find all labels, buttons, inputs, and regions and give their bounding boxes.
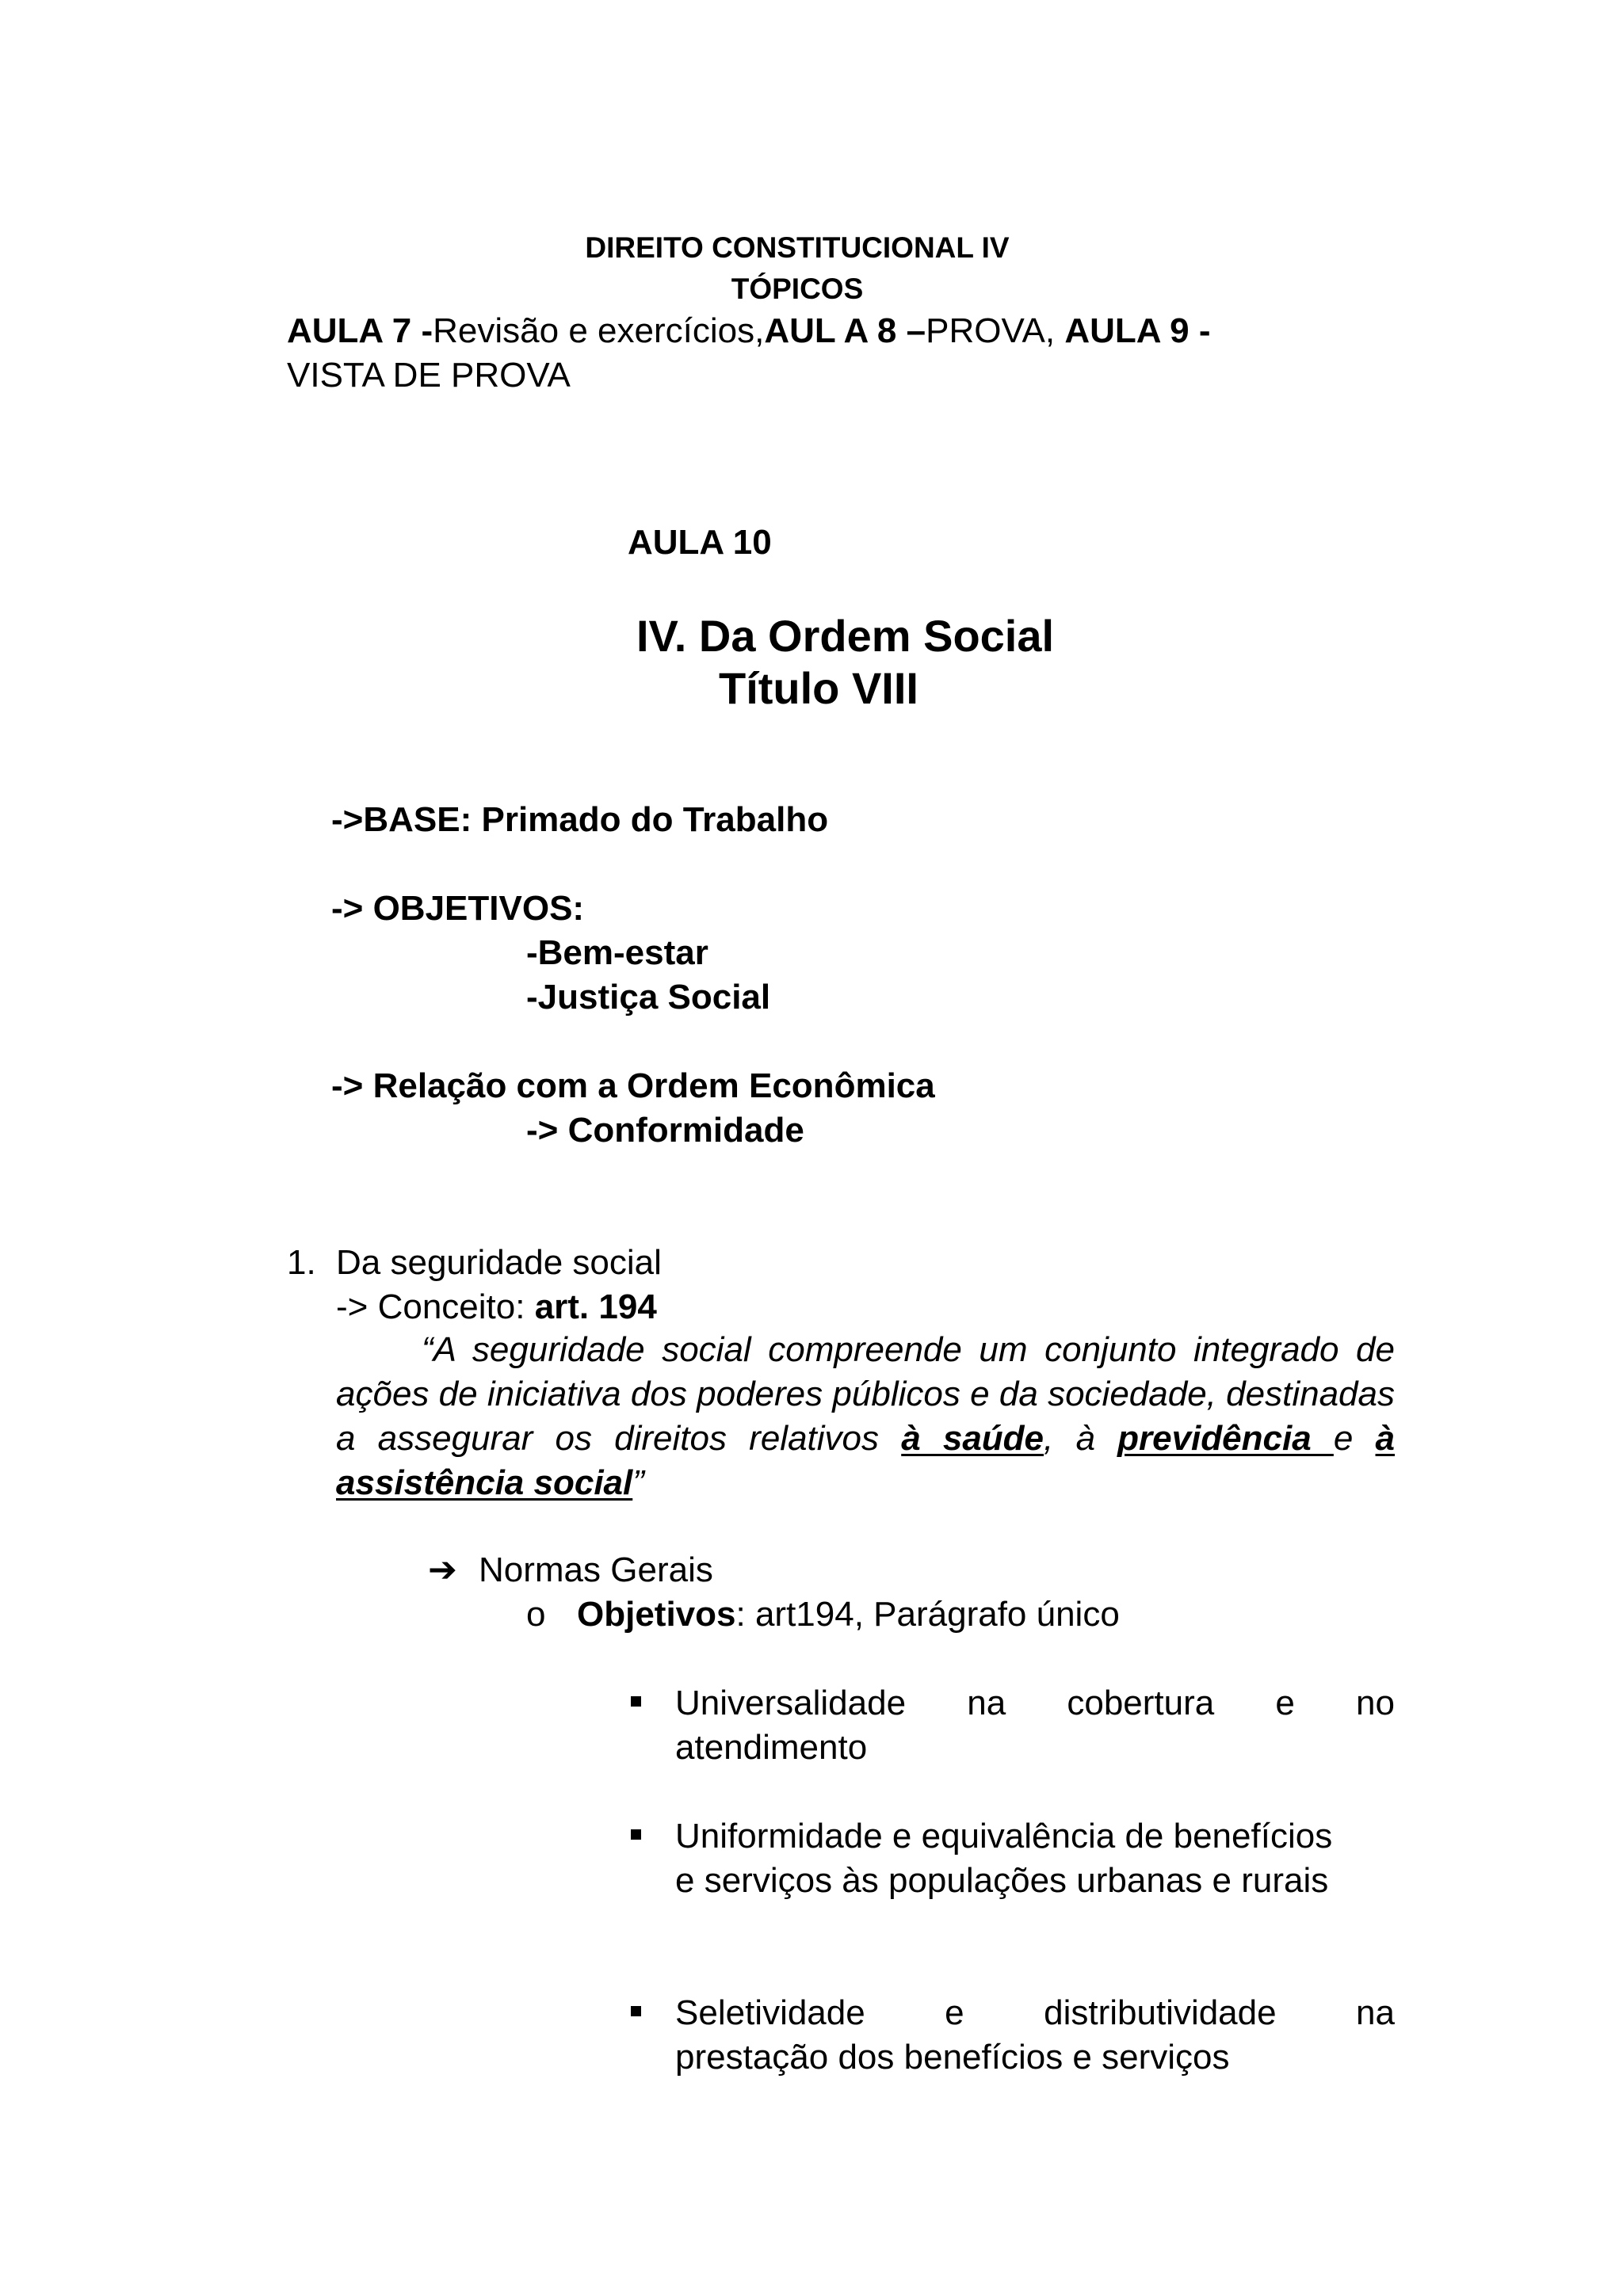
square-bullet-icon [631,2006,641,2016]
quote-assistencia: à assistência social [336,1419,1395,1502]
square-bullet-icon [631,1829,641,1840]
aula8-text: PROVA, [926,311,1056,350]
quote-saude: à saúde [901,1419,1044,1458]
item-line: Seletividade e distributividade na [675,1993,1395,2032]
objetivo-item: -Justiça Social [526,978,771,1016]
quote-text: ” [632,1463,644,1502]
aula8-label: AUL A 8 – [764,311,926,350]
conceito-line [336,1285,657,1329]
aula9-text: VISTA DE PROVA [287,356,571,395]
item-line: e serviços às populações urbanas e rurais [675,1861,1329,1900]
arrow-icon: ➔ [428,1550,457,1589]
article-quote [336,1328,1395,1505]
course-subtitle: TÓPICOS [731,273,864,305]
item-line: Uniformidade e equivalência de benefícios [675,1817,1333,1855]
quote-text: “A seguridade social compreende um conjunto integrado de ações de iniciativa dos poderes públicos e da sociedade, destinadas a assegurar os direitos relativos [336,1330,1395,1458]
objetivos-line [577,1592,1120,1637]
aula9-label: AULA 9 - [1064,311,1211,350]
list-number: 1. [287,1243,316,1282]
seguridade-heading: Da seguridade social [336,1243,662,1282]
list-item [675,1681,1395,1770]
objetivos-label: Objetivos [577,1595,736,1634]
aula7-label: AULA 7 - [287,311,433,350]
base-line: ->BASE: Primado do Trabalho [331,800,829,839]
quote-text: e [1333,1419,1376,1458]
aula7-text: Revisão e exercícios, [433,311,765,350]
list-item [675,1991,1395,2080]
quote-previdencia: previdência [1117,1419,1334,1458]
conformidade-line: -> Conformidade [526,1111,804,1150]
circle-bullet-icon: o [526,1595,546,1634]
normas-heading: Normas Gerais [479,1550,713,1589]
objetivos-ref: : art194, Parágrafo único [735,1595,1120,1634]
titulo-label: Título VIII [719,663,918,713]
schedule-line [287,309,1211,353]
course-title: DIREITO CONSTITUCIONAL IV [585,231,1010,264]
lesson-title: AULA 10 [628,523,772,562]
item-line: atendimento [675,1728,868,1767]
quote-text: , à [1044,1419,1118,1458]
item-line: prestação dos benefícios e serviços [675,2038,1230,2077]
objetivos-heading: -> OBJETIVOS: [331,889,585,928]
relacao-line: -> Relação com a Ordem Econômica [331,1066,935,1105]
conceito-label: -> Conceito: [336,1287,535,1326]
square-bullet-icon [631,1696,641,1707]
section-title: IV. Da Ordem Social [636,611,1055,661]
item-line: Universalidade na cobertura e no [675,1684,1395,1722]
list-item [675,1814,1395,1903]
objetivo-item: -Bem-estar [526,933,708,972]
conceito-ref: art. 194 [534,1287,657,1326]
